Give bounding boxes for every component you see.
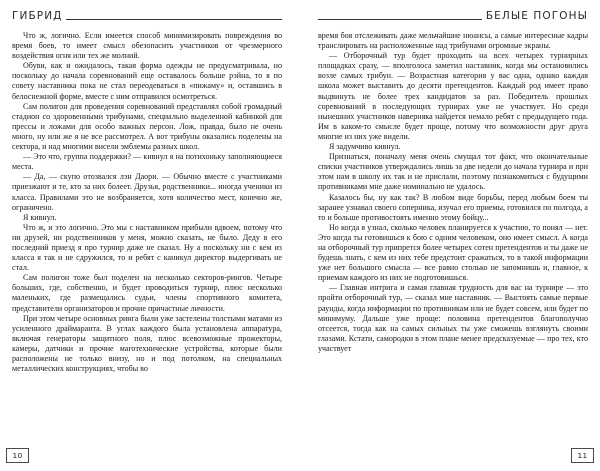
paragraph: Я задумчиво кивнул.	[329, 142, 401, 152]
paragraph-dialogue: — Это что, группа поддержки? — кивнул я на потихоньку заполняющиеся места.	[12, 152, 282, 172]
left-page-body	[12, 31, 282, 374]
left-running-head-title: ГИБРИД	[12, 9, 63, 22]
paragraph: Но когда я узнал, сколько человек планируется к участию, то понял — нет. Это когда ты готовишься к бою с одним человеком, оно имеет смысл. А когда на отборочный тур припрется более четырех сотен претендентов и ты даже не будешь знать, с кем из них тебе предстоит сражаться, то в такой информации уже нет большого смысла — все равно столько не запомнишь и, главное, к приемам каждого из них не подготовишься.	[318, 222, 588, 283]
paragraph: Признаться, поначалу меня очень смущал тот факт, что окончательные списки участников утверждались лишь за две недели до начала турнира и при этом нам в школу их так и не прислали, поэтому познакомиться с будущими противниками мне даже номинально не удалось.	[318, 152, 588, 192]
paragraph-continued: время боя отслеживать даже мельчайшие нюансы, а самые интересные кадры транслировать на расположенные над трибунами огромные экраны.	[318, 31, 588, 51]
left-page-number: 10	[6, 448, 29, 463]
right-page-body	[318, 31, 588, 354]
paragraph-dialogue: — Главная интрига и самая главная трудность для вас на турнире — это пройти отборочный тур, — сказал мне наставник. — Выстоять самые первые раунды, когда информации по противникам или не будет совсем, или будет по минимуму. Дальше уже проще: половина претендентов благополучно отсеется, тогда как на самых сильных ты уже сможешь взглянуть своими глазами. Кстати, самородки в этом плане менее предсказуемые — про тех, кто участвует	[318, 283, 588, 353]
paragraph: При этом четыре основных ринга были уже застелены толстыми матами из усиленного драймаранта. В углах каждого была установлена аппаратура, включая генераторы защитного поля, плюс всевозможные прожекторы, камеры, датчики и прочие маготехнические устройства, которые были расположены не только внизу, но и под потолком, на специальных металлических конструкциях, чтобы во	[12, 313, 282, 374]
left-header-rule	[66, 19, 282, 20]
paragraph: Сам полигон тоже был поделен на несколько секторов-рингов. Четыре больших, где, собственно, и будет проводиться турнир, плюс несколько маленьких, где размещались судьи, члены спортивного комитета, представители организаторов и прочие причастные личности.	[12, 273, 282, 313]
paragraph-dialogue: — Да, — скупо отозвался лэн Даори. — Обычно вместе с участниками приезжают и те, кто за них болеет. Друзья, родственники... иногда ученики из класса. Правилами это не возбраняется, хотя количество мест, конечно же, ограничено.	[12, 172, 282, 212]
paragraph: Я кивнул.	[23, 212, 57, 222]
paragraph: Казалось бы, ну как так? В любом виде борьбы, перед любым боем ты заранее узнавал своего соперника, изучал его приемы, готовился по полгода, а то и больше противостоять именно этому бойцу...	[318, 192, 588, 222]
right-header-rule	[318, 19, 482, 20]
paragraph: Сам полигон для проведения соревнований представлял собой громадный стадион со здоровенными трибунами, специально выделенной кабинкой для прессы и ложами для особо важных персон. Лож, правда, было не очень много, ну или же я не все рассмотрел. А вот трибуны оказались поделены на сектора, и над многими висели эмблемы разных школ.	[12, 101, 282, 152]
right-page	[300, 0, 600, 471]
paragraph: Что ж, и это логично. Это мы с наставником прибыли вдвоем, потому что ни друзей, ни родственников у меня, можно сказать, не было. Деду в его последний приезд я про турнир даже не сказал. Ну а поскольку ни с кем из класса я так и не сдружился, то и ребят с каникул директор выдергивать не стал.	[12, 222, 282, 273]
left-running-head	[12, 0, 282, 22]
paragraph-dialogue: — Отборочный тур будет проходить на всех четырех турнирных площадках сразу, — вполголоса заметил наставник, когда мы остановились возле самых трибун. — Возрастная категория у вас одна, однако каждая школа может выставить до десяти претендентов. Каждый род имеет право выдвинуть не более трех кандидатов за раз. Победитель прошлых соревнований в последующих турнирах уже не участвует. Но среди нынешних участников наверняка найдется немало ребят с предыдущего года. Им в каком-то смысле будет проще, потому что возможности друг друга многие из них уже видели.	[318, 51, 588, 141]
paragraph: Что ж, логично. Если имеется способ минимизировать повреждения во время боев, то имеет смысл обезопасить участников от чрезмерного воздействия огня или тех же молний.	[12, 31, 282, 61]
right-running-head	[318, 0, 588, 22]
right-page-number: 11	[571, 448, 594, 463]
right-running-head-title: БЕЛЫЕ ПОГОНЫ	[485, 9, 588, 22]
paragraph: Обуви, как и ожидалось, такая форма одежды не предусматривала, но поскольку до начала соревнований еще оставалось больше рэйна, то я по совету наставника пока не стал переодеваться в «пижаму» и, оставшись в белоснежной форме, вместе с ним отправился осмотреться.	[12, 61, 282, 101]
